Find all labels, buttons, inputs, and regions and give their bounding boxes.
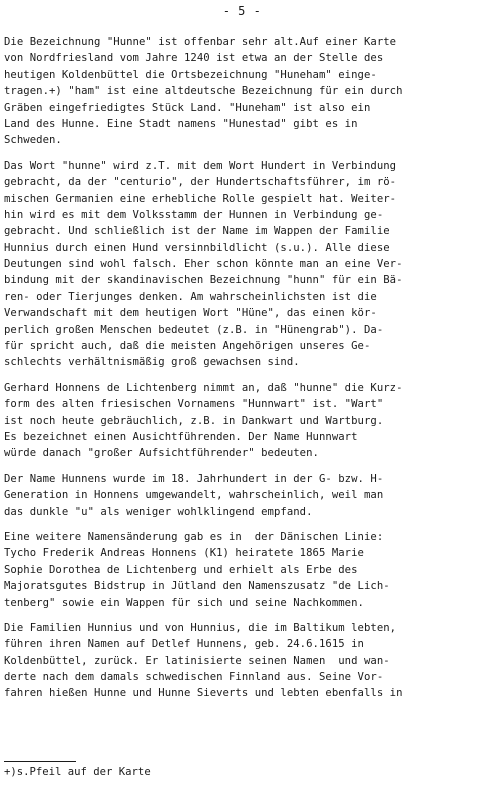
text-line: hin wird es mit dem Volksstamm der Hunnen in Verbindung ge-: [4, 208, 384, 221]
text-line: perlich großen Menschen bedeutet (z.B. in "Hünengrab"). Da-: [4, 323, 384, 336]
text-line: tenberg" sowie ein Wappen für sich und seine Nachkommen.: [4, 596, 364, 609]
text-line: Die Bezeichnung "Hunne" ist offenbar sehr alt.Auf einer Karte: [4, 36, 397, 48]
text-line: Koldenbüttel, zurück. Er latinisierte seinen Namen und wan-: [4, 654, 390, 667]
text-line: Land des Hunne. Eine Stadt namens "Hunestad" gibt es in: [4, 117, 358, 130]
text-line: Majoratsgutes Bidstrup in Jütland den Namenszusatz "de Lich-: [4, 580, 390, 593]
text-line: Schweden.: [4, 134, 62, 147]
text-line: für spricht auch, daß die meisten Angehörigen unseres Ge-: [4, 340, 371, 353]
text-line: Verwandschaft mit dem heutigen Wort "Hüne", das einen kör-: [4, 307, 377, 320]
paragraph: [4, 471, 480, 520]
text-line: Der Name Hunnens wurde im 18. Jahrhundert in der G- bzw. H-: [4, 472, 384, 485]
text-line: Gerhard Honnens de Lichtenberg nimmt an, daß "hunne" die Kurz-: [4, 381, 403, 394]
paragraph: [4, 529, 480, 611]
footnote-divider: [4, 761, 76, 762]
text-line: Tycho Frederik Andreas Honnens (K1) heiratete 1865 Marie: [4, 547, 364, 560]
text-line: gebracht. Und schließlich ist der Name im Wappen der Familie: [4, 225, 390, 238]
text-line: gebracht, da der "centurio", der Hundertschaftsführer, im rö-: [4, 176, 397, 189]
text-line: Es bezeichnet einen Ausichtführenden. Der Name Hunnwart: [4, 430, 358, 443]
page-number: - 5 -: [222, 4, 262, 18]
text-line: Gräben eingefriedigtes Stück Land. "Huneham" ist also ein: [4, 101, 371, 114]
text-line: fahren hießen Hunne und Hunne Sieverts und lebten ebenfalls in: [4, 687, 403, 700]
paragraph: [4, 34, 480, 149]
paragraph: [4, 620, 480, 702]
footnote: +)s.Pfeil auf der Karte: [4, 766, 151, 778]
body-text: [4, 34, 480, 711]
text-line: Hunnius durch einen Hund versinnbildlicht (s.u.). Alle diese: [4, 241, 390, 254]
text-line: Das Wort "hunne" wird z.T. mit dem Wort Hundert in Verbindung: [4, 159, 397, 172]
text-line: das dunkle "u" als weniger wohlklingend empfand.: [4, 505, 313, 518]
text-line: führen ihren Namen auf Detlef Hunnens, geb. 24.6.1615 in: [4, 638, 364, 651]
text-line: tragen.+) "ham" ist eine altdeutsche Bezeichnung für ein durch: [4, 85, 403, 98]
text-line: ist noch heute gebräuchlich, z.B. in Dankwart und Wartburg.: [4, 414, 384, 427]
paragraph: [4, 158, 480, 371]
text-line: Sophie Dorothea de Lichtenberg und erhielt als Erbe des: [4, 563, 358, 576]
text-line: Die Familien Hunnius und von Hunnius, die im Baltikum lebten,: [4, 621, 397, 634]
text-line: Generation in Honnens umgewandelt, wahrscheinlich, weil man: [4, 489, 384, 502]
text-line: würde danach "großer Aufsichtführender" bedeuten.: [4, 447, 319, 460]
text-line: von Nordfriesland vom Jahre 1240 ist etwa an der Stelle des: [4, 52, 384, 65]
text-line: derte nach dem damals schwedischen Finnland aus. Seine Vor-: [4, 671, 384, 684]
text-line: mischen Germanien eine erhebliche Rolle gespielt hat. Weiter-: [4, 192, 397, 205]
text-line: Deutungen sind wohl falsch. Eher schon könnte man an eine Ver-: [4, 258, 403, 271]
paragraph: [4, 380, 480, 462]
text-line: schlechts verhältnismäßig groß gewachsen sind.: [4, 356, 300, 369]
text-line: form des alten friesischen Vornamens "Hunnwart" ist. "Wart": [4, 398, 384, 411]
text-line: ren- oder Tierjunges denken. Am wahrscheinlichsten ist die: [4, 290, 377, 303]
text-line: heutigen Koldenbüttel die Ortsbezeichnung "Huneham" einge-: [4, 68, 377, 81]
text-line: Eine weitere Namensänderung gab es in der Dänischen Linie:: [4, 530, 384, 543]
text-line: bindung mit der skandinavischen Bezeichnung "hunn" für ein Bä-: [4, 274, 403, 287]
